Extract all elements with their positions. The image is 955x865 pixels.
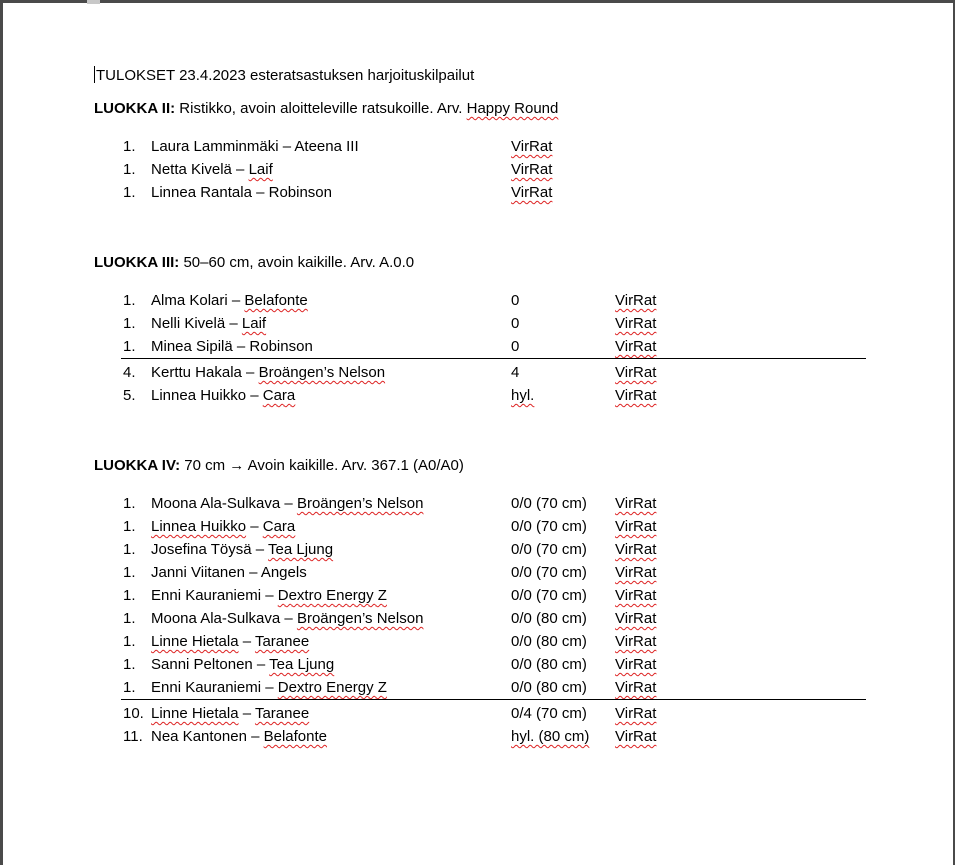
class-iii-results	[94, 289, 874, 407]
placing: 5.	[123, 387, 136, 404]
table-separator-line	[121, 699, 866, 700]
placing: 4.	[123, 364, 136, 381]
dash: –	[280, 495, 297, 512]
class-iv-label: LUOKKA IV:	[94, 457, 181, 474]
placing: 1.	[123, 518, 136, 535]
score: 4	[511, 364, 520, 381]
document-title[interactable]	[94, 66, 474, 84]
club: VirRat	[615, 541, 657, 558]
result-row	[94, 515, 874, 538]
score: 0/0 (70 cm)	[511, 518, 587, 535]
dash: –	[261, 587, 278, 604]
rider-horse	[151, 335, 313, 358]
dash: –	[246, 518, 263, 535]
dash: –	[231, 161, 249, 178]
rider-horse	[151, 630, 309, 653]
dash: –	[261, 679, 278, 696]
placing: 1.	[123, 656, 136, 673]
rider-name: Linne Hietala	[151, 633, 239, 650]
score: 0	[511, 338, 520, 355]
result-row	[94, 653, 874, 676]
horse-name: Cara	[262, 518, 296, 535]
rider-horse	[151, 702, 309, 725]
club: VirRat	[615, 656, 657, 673]
rider-horse	[151, 492, 423, 515]
rider-name: Alma Kolari	[151, 292, 228, 309]
rider-name: Sanni Peltonen	[151, 656, 253, 673]
table-separator-line	[121, 358, 866, 359]
class-ii-heading	[94, 100, 874, 117]
dash: –	[238, 705, 255, 722]
dash: –	[225, 315, 242, 332]
score: 0/0 (80 cm)	[511, 610, 587, 627]
placing: 10.	[123, 705, 144, 722]
title-text: TULOKSET 23.4.2023 esteratsastuksen harjoituskilpailut	[96, 67, 475, 84]
result-row	[94, 630, 874, 653]
class-iii-description: 50–60 cm, avoin kaikille. Arv. A.0.0	[179, 254, 415, 271]
placing: 1.	[123, 161, 136, 178]
score: hyl. (80 cm)	[511, 728, 590, 745]
result-row	[94, 561, 874, 584]
horse-name: Broängen’s Nelson	[258, 364, 386, 381]
result-row	[94, 158, 874, 181]
class-iv-heading	[94, 457, 874, 474]
class-iv-section	[94, 457, 874, 745]
horse-name: Angels	[260, 564, 307, 581]
club: VirRat	[615, 364, 657, 381]
dash: –	[252, 656, 270, 673]
rider-name: Linnea Huikko	[151, 387, 247, 404]
horse-name: Robinson	[249, 338, 313, 355]
dash: –	[278, 138, 295, 155]
rider-name: Nea Kantonen	[151, 728, 247, 745]
result-row	[94, 538, 874, 561]
horse-name: Dextro Energy Z	[277, 587, 387, 604]
horse-name: Taranee	[254, 705, 310, 722]
rider-name: Linne Hietala	[151, 705, 239, 722]
rider-name: Janni Viitanen	[151, 564, 245, 581]
window-left-border	[0, 0, 3, 865]
placing: 1.	[123, 138, 136, 155]
text-cursor	[94, 66, 95, 83]
result-row	[94, 702, 874, 725]
class-iii-section	[94, 254, 874, 404]
dash: –	[232, 338, 250, 355]
rider-horse	[151, 561, 307, 584]
rider-horse	[151, 607, 423, 630]
score: 0/0 (80 cm)	[511, 633, 587, 650]
class-ii-results	[94, 135, 874, 204]
class-ii-section	[94, 100, 874, 201]
horse-name: Laif	[248, 161, 273, 178]
placing: 1.	[123, 495, 136, 512]
rider-horse	[151, 158, 273, 181]
ruler-marker	[87, 0, 100, 4]
horse-name: Taranee	[254, 633, 310, 650]
score: 0/0 (70 cm)	[511, 541, 587, 558]
placing: 1.	[123, 315, 136, 332]
result-row	[94, 384, 874, 407]
club: VirRat	[511, 161, 553, 178]
dash: –	[251, 541, 269, 558]
horse-name: Belafonte	[263, 728, 327, 745]
rider-name: Nelli Kivelä	[151, 315, 226, 332]
score: 0/0 (80 cm)	[511, 656, 587, 673]
result-row	[94, 607, 874, 630]
club: VirRat	[615, 292, 657, 309]
placing: 1.	[123, 610, 136, 627]
rider-name: Enni Kauraniemi	[151, 679, 262, 696]
club: VirRat	[615, 587, 657, 604]
rider-horse	[151, 725, 327, 748]
rider-name: Netta Kivelä	[151, 161, 232, 178]
class-iii-label: LUOKKA III:	[94, 254, 180, 271]
dash: –	[246, 387, 263, 404]
club: VirRat	[615, 705, 657, 722]
club: VirRat	[615, 564, 657, 581]
club: VirRat	[615, 495, 657, 512]
rider-name: Minea Sipilä	[151, 338, 233, 355]
rider-horse	[151, 289, 308, 312]
horse-name: Dextro Energy Z	[277, 679, 387, 696]
horse-name: Tea Ljung	[269, 656, 335, 673]
rider-horse	[151, 515, 295, 538]
score: 0/0 (70 cm)	[511, 495, 587, 512]
score: 0/0 (70 cm)	[511, 564, 587, 581]
horse-name: Ateena III	[294, 138, 359, 155]
placing: 11.	[123, 728, 143, 745]
horse-name: Belafonte	[244, 292, 308, 309]
placing: 1.	[123, 184, 136, 201]
rider-name: Laura Lamminmäki	[151, 138, 279, 155]
dash: –	[244, 564, 261, 581]
placing: 1.	[123, 541, 136, 558]
rider-horse	[151, 361, 385, 384]
class-ii-label: LUOKKA II:	[94, 100, 176, 117]
rider-horse	[151, 384, 295, 407]
window-top-border	[0, 0, 955, 3]
rider-horse	[151, 676, 387, 699]
class-ii-description: Ristikko, avoin aloitteleville ratsukoille. Arv.	[175, 100, 467, 117]
result-row	[94, 361, 874, 384]
rider-horse	[151, 181, 332, 204]
rider-horse	[151, 538, 333, 561]
result-row	[94, 312, 874, 335]
dash: –	[280, 610, 297, 627]
horse-name: Laif	[241, 315, 267, 332]
rider-horse	[151, 135, 359, 158]
club: VirRat	[615, 518, 657, 535]
placing: 1.	[123, 292, 136, 309]
score: 0	[511, 315, 520, 332]
club: VirRat	[615, 679, 657, 696]
score: 0/4 (70 cm)	[511, 705, 587, 722]
rider-name: Linnea Rantala	[151, 184, 252, 201]
result-row	[94, 492, 874, 515]
placing: 1.	[123, 338, 136, 355]
club: VirRat	[615, 315, 657, 332]
score: 0/0 (70 cm)	[511, 587, 587, 604]
result-row	[94, 135, 874, 158]
result-row	[94, 584, 874, 607]
club: VirRat	[511, 184, 553, 201]
horse-name: Broängen’s Nelson	[296, 495, 424, 512]
club: VirRat	[511, 138, 553, 155]
class-iii-heading	[94, 254, 874, 271]
rider-name: Moona Ala-Sulkava	[151, 495, 281, 512]
club: VirRat	[615, 610, 657, 627]
rider-horse	[151, 584, 387, 607]
class-iv-results	[94, 492, 874, 748]
placing: 1.	[123, 679, 136, 696]
club: VirRat	[615, 387, 657, 404]
score: hyl.	[511, 387, 535, 404]
result-row	[94, 676, 874, 699]
rider-name: Josefina Töysä	[151, 541, 252, 558]
club: VirRat	[615, 633, 657, 650]
class-iv-description: 70 cm → Avoin kaikille. Arv. 367.1 (A0/A0)	[180, 457, 464, 474]
club: VirRat	[615, 338, 657, 355]
class-ii-method: Happy Round	[466, 100, 559, 117]
dash: –	[251, 184, 269, 201]
rider-name: Kerttu Hakala	[151, 364, 242, 381]
placing: 1.	[123, 564, 136, 581]
horse-name: Cara	[262, 387, 296, 404]
result-row	[94, 289, 874, 312]
dash: –	[246, 728, 264, 745]
placing: 1.	[123, 587, 136, 604]
result-row	[94, 335, 874, 358]
club: VirRat	[615, 728, 657, 745]
rider-name: Enni Kauraniemi	[151, 587, 262, 604]
horse-name: Broängen’s Nelson	[296, 610, 424, 627]
result-row	[94, 181, 874, 204]
rider-horse	[151, 312, 266, 335]
score: 0/0 (80 cm)	[511, 679, 587, 696]
horse-name: Tea Ljung	[268, 541, 334, 558]
rider-name: Linnea Huikko	[151, 518, 247, 535]
result-row	[94, 725, 874, 748]
score: 0	[511, 292, 520, 309]
dash: –	[238, 633, 255, 650]
dash: –	[227, 292, 245, 309]
placing: 1.	[123, 633, 136, 650]
rider-horse	[151, 653, 334, 676]
horse-name: Robinson	[268, 184, 332, 201]
dash: –	[241, 364, 259, 381]
rider-name: Moona Ala-Sulkava	[151, 610, 281, 627]
